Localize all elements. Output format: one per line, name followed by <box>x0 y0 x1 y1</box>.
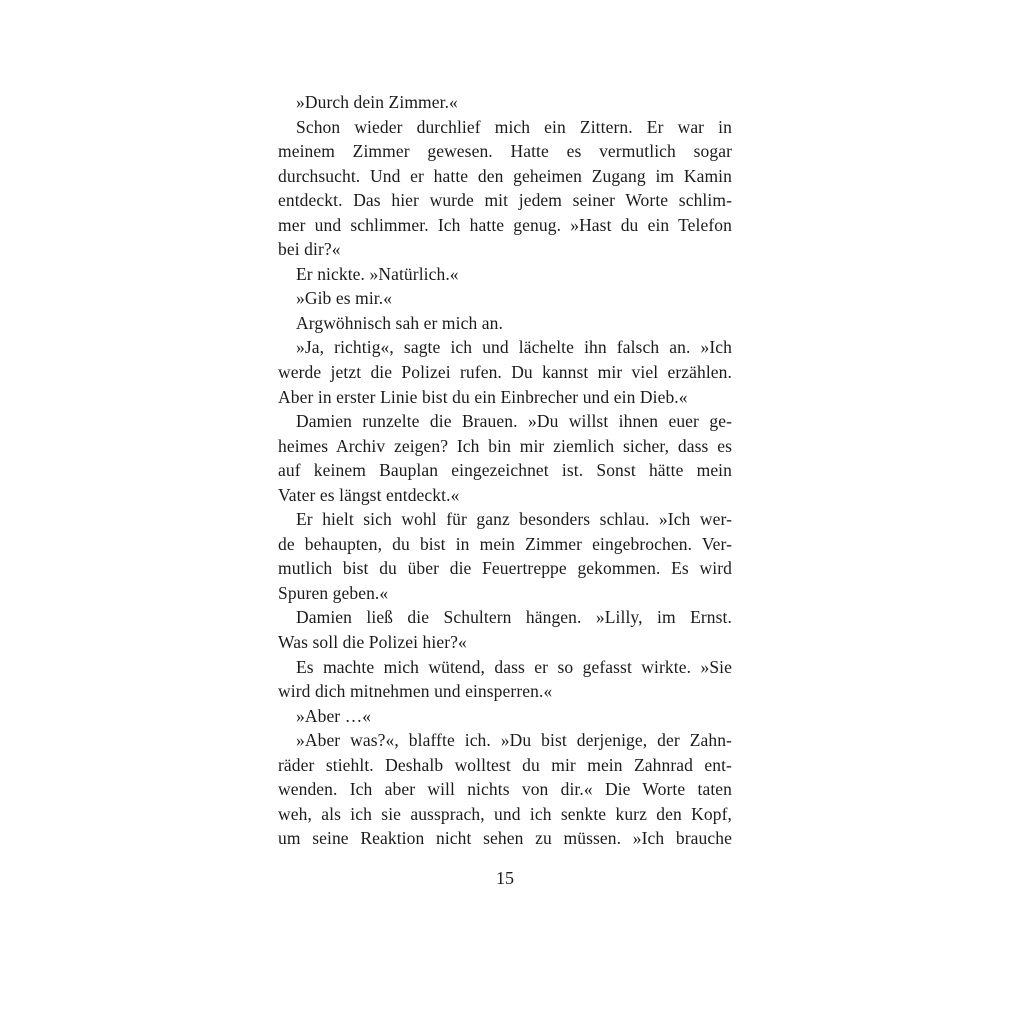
text-line: um seine Reaktion nicht sehen zu müssen. »Ich brauche <box>278 828 732 849</box>
text-line: »Ja, richtig«, sagte ich und lächelte ihn falsch an. »Ich <box>296 337 732 358</box>
paragraph <box>278 507 732 605</box>
text-line: räder stiehlt. Deshalb wolltest du mir mein Zahnrad ent- <box>278 754 732 775</box>
paragraph <box>278 335 732 409</box>
text-line: Er hielt sich wohl für ganz besonders schlau. »Ich wer- <box>296 509 732 530</box>
text-line: entdeckt. Das hier wurde mit jedem seiner Worte schlim- <box>278 190 732 211</box>
text-line: wird dich mitnehmen und einsperren.« <box>278 681 553 702</box>
text-line: Was soll die Polizei hier?« <box>278 632 467 653</box>
text-line: Spuren geben.« <box>278 582 389 603</box>
text-line: Aber in erster Linie bist du ein Einbrecher und ein Dieb.« <box>278 386 688 407</box>
paragraph <box>278 409 732 507</box>
text-line: meinem Zimmer gewesen. Hatte es vermutlich sogar <box>278 141 732 162</box>
text-line: »Durch dein Zimmer.« <box>296 92 458 112</box>
paragraph <box>278 605 732 654</box>
text-line: durchsucht. Und er hatte den geheimen Zugang im Kamin <box>278 165 732 186</box>
paragraph <box>278 311 732 336</box>
text-line: auf keinem Bauplan eingezeichnet ist. Sonst hätte mein <box>278 460 732 481</box>
text-line: weh, als ich sie aussprach, und ich senkte kurz den Kopf, <box>278 803 732 824</box>
text-line: »Aber was?«, blaffte ich. »Du bist derjenige, der Zahn- <box>296 730 732 751</box>
text-line: »Gib es mir.« <box>296 288 393 309</box>
page-text <box>278 90 732 851</box>
paragraph <box>278 262 732 287</box>
text-line: Argwöhnisch sah er mich an. <box>296 312 503 333</box>
text-line: heimes Archiv zeigen? Ich bin mir ziemlich sicher, dass es <box>278 435 732 456</box>
text-line: bei dir?« <box>278 239 341 260</box>
text-line: mer und schlimmer. Ich hatte genug. »Hast du ein Telefon <box>278 214 732 235</box>
text-line: »Aber …« <box>296 705 372 726</box>
text-line: Damien runzelte die Brauen. »Du willst ihnen euer ge- <box>296 411 732 432</box>
paragraph <box>278 704 732 729</box>
text-line: wenden. Ich aber will nichts von dir.« Die Worte taten <box>278 779 732 800</box>
text-line: mutlich bist du über die Feuertreppe gekommen. Es wird <box>278 558 732 579</box>
text-line: Es machte mich wütend, dass er so gefasst wirkte. »Sie <box>296 656 732 677</box>
text-line: Er nickte. »Natürlich.« <box>296 263 459 284</box>
page-number: 15 <box>496 868 514 888</box>
paragraph <box>278 286 732 311</box>
text-line: de behaupten, du bist in mein Zimmer eingebrochen. Ver- <box>278 533 732 554</box>
paragraph <box>278 655 732 704</box>
paragraph <box>278 90 732 115</box>
text-line: Schon wieder durchlief mich ein Zittern. Er war in <box>296 116 732 137</box>
paragraph <box>278 728 732 851</box>
paragraph <box>278 115 732 262</box>
text-line: Damien ließ die Schultern hängen. »Lilly, im Ernst. <box>296 607 732 628</box>
text-line: Vater es längst entdeckt.« <box>278 484 460 505</box>
text-line: werde jetzt die Polizei rufen. Du kannst mir viel erzählen. <box>278 362 732 383</box>
